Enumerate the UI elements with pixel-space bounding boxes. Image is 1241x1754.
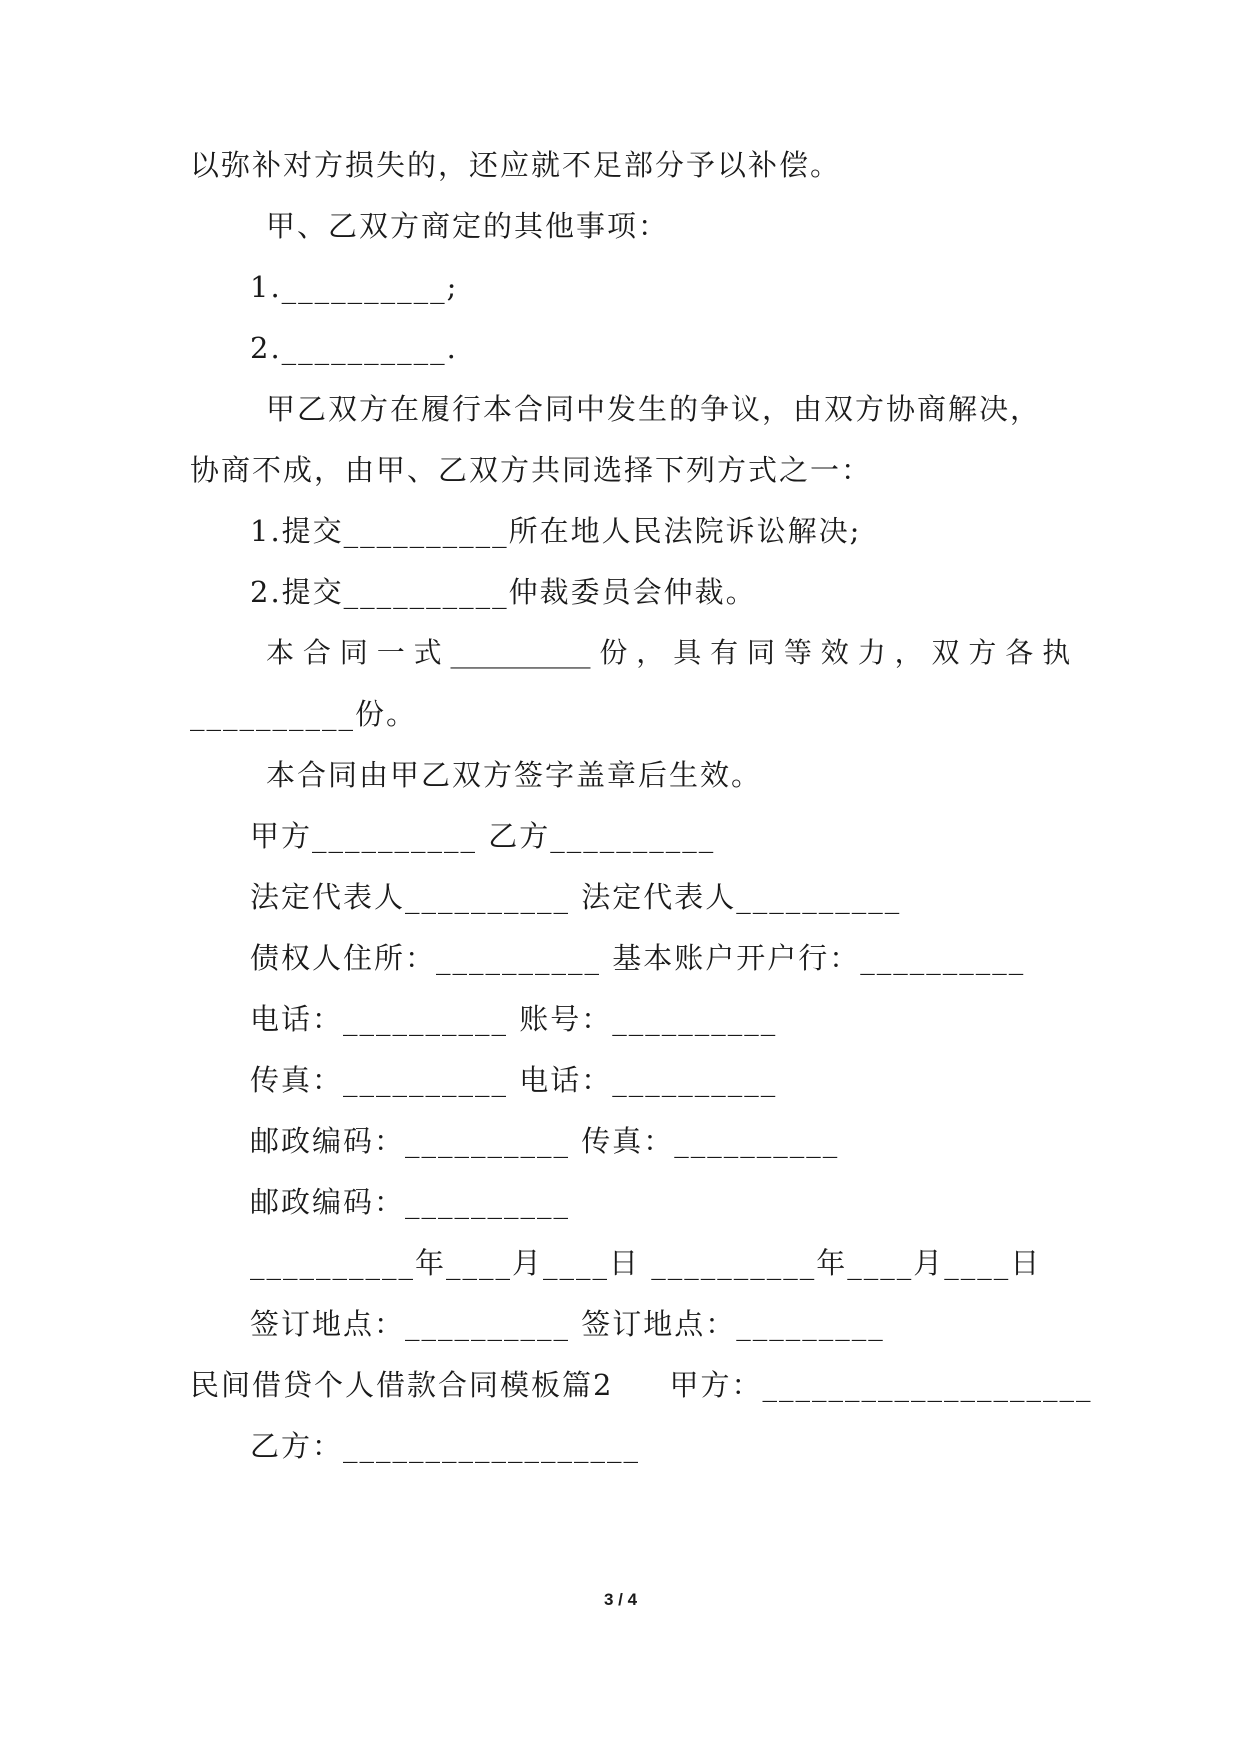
signature-line: 签订地点：__________ 签订地点：_________	[250, 1307, 885, 1341]
text-line: 2.提交__________仲裁委员会仲裁。	[250, 575, 757, 609]
text-line: 1.__________;	[250, 270, 459, 304]
section-heading: 民间借贷个人借款合同模板篇2 甲方：____________________	[190, 1368, 1093, 1402]
text-line: __________份。	[190, 697, 418, 731]
text-line: 本合同由甲乙双方签字盖章后生效。	[266, 758, 763, 792]
signature-line: 邮政编码：__________ 传真：__________	[250, 1124, 840, 1158]
signature-line: 债权人住所：__________ 基本账户开户行：__________	[250, 941, 1026, 975]
text-line: 以弥补对方损失的，还应就不足部分予以补偿。	[190, 148, 842, 182]
text-line: 协商不成，由甲、乙双方共同选择下列方式之一：	[190, 453, 873, 487]
text-line: 甲乙双方在履行本合同中发生的争议，由双方协商解决，	[266, 392, 1042, 426]
signature-line: 传真：__________ 电话：__________	[250, 1063, 778, 1097]
signature-line: 甲方__________ 乙方__________	[250, 819, 716, 853]
signature-line: 法定代表人__________ 法定代表人__________	[250, 880, 902, 914]
text-line: 甲、乙双方商定的其他事项：	[266, 209, 670, 243]
signature-line: 电话：__________ 账号：__________	[250, 1002, 778, 1036]
signature-line: 乙方：__________________	[250, 1429, 641, 1463]
signature-line: 邮政编码：__________	[250, 1185, 571, 1219]
text-line: 本 合 同 一 式 __________ 份 ， 具 有 同 等 效 力 ， 双 方 各 执	[266, 636, 1071, 669]
page-number: 3 / 4	[603, 1590, 638, 1609]
date-line: __________年____月____日 __________年____月____日	[250, 1246, 1042, 1280]
text-line: 1.提交__________所在地人民法院诉讼解决;	[250, 514, 862, 548]
text-line: 2.__________.	[250, 331, 458, 365]
